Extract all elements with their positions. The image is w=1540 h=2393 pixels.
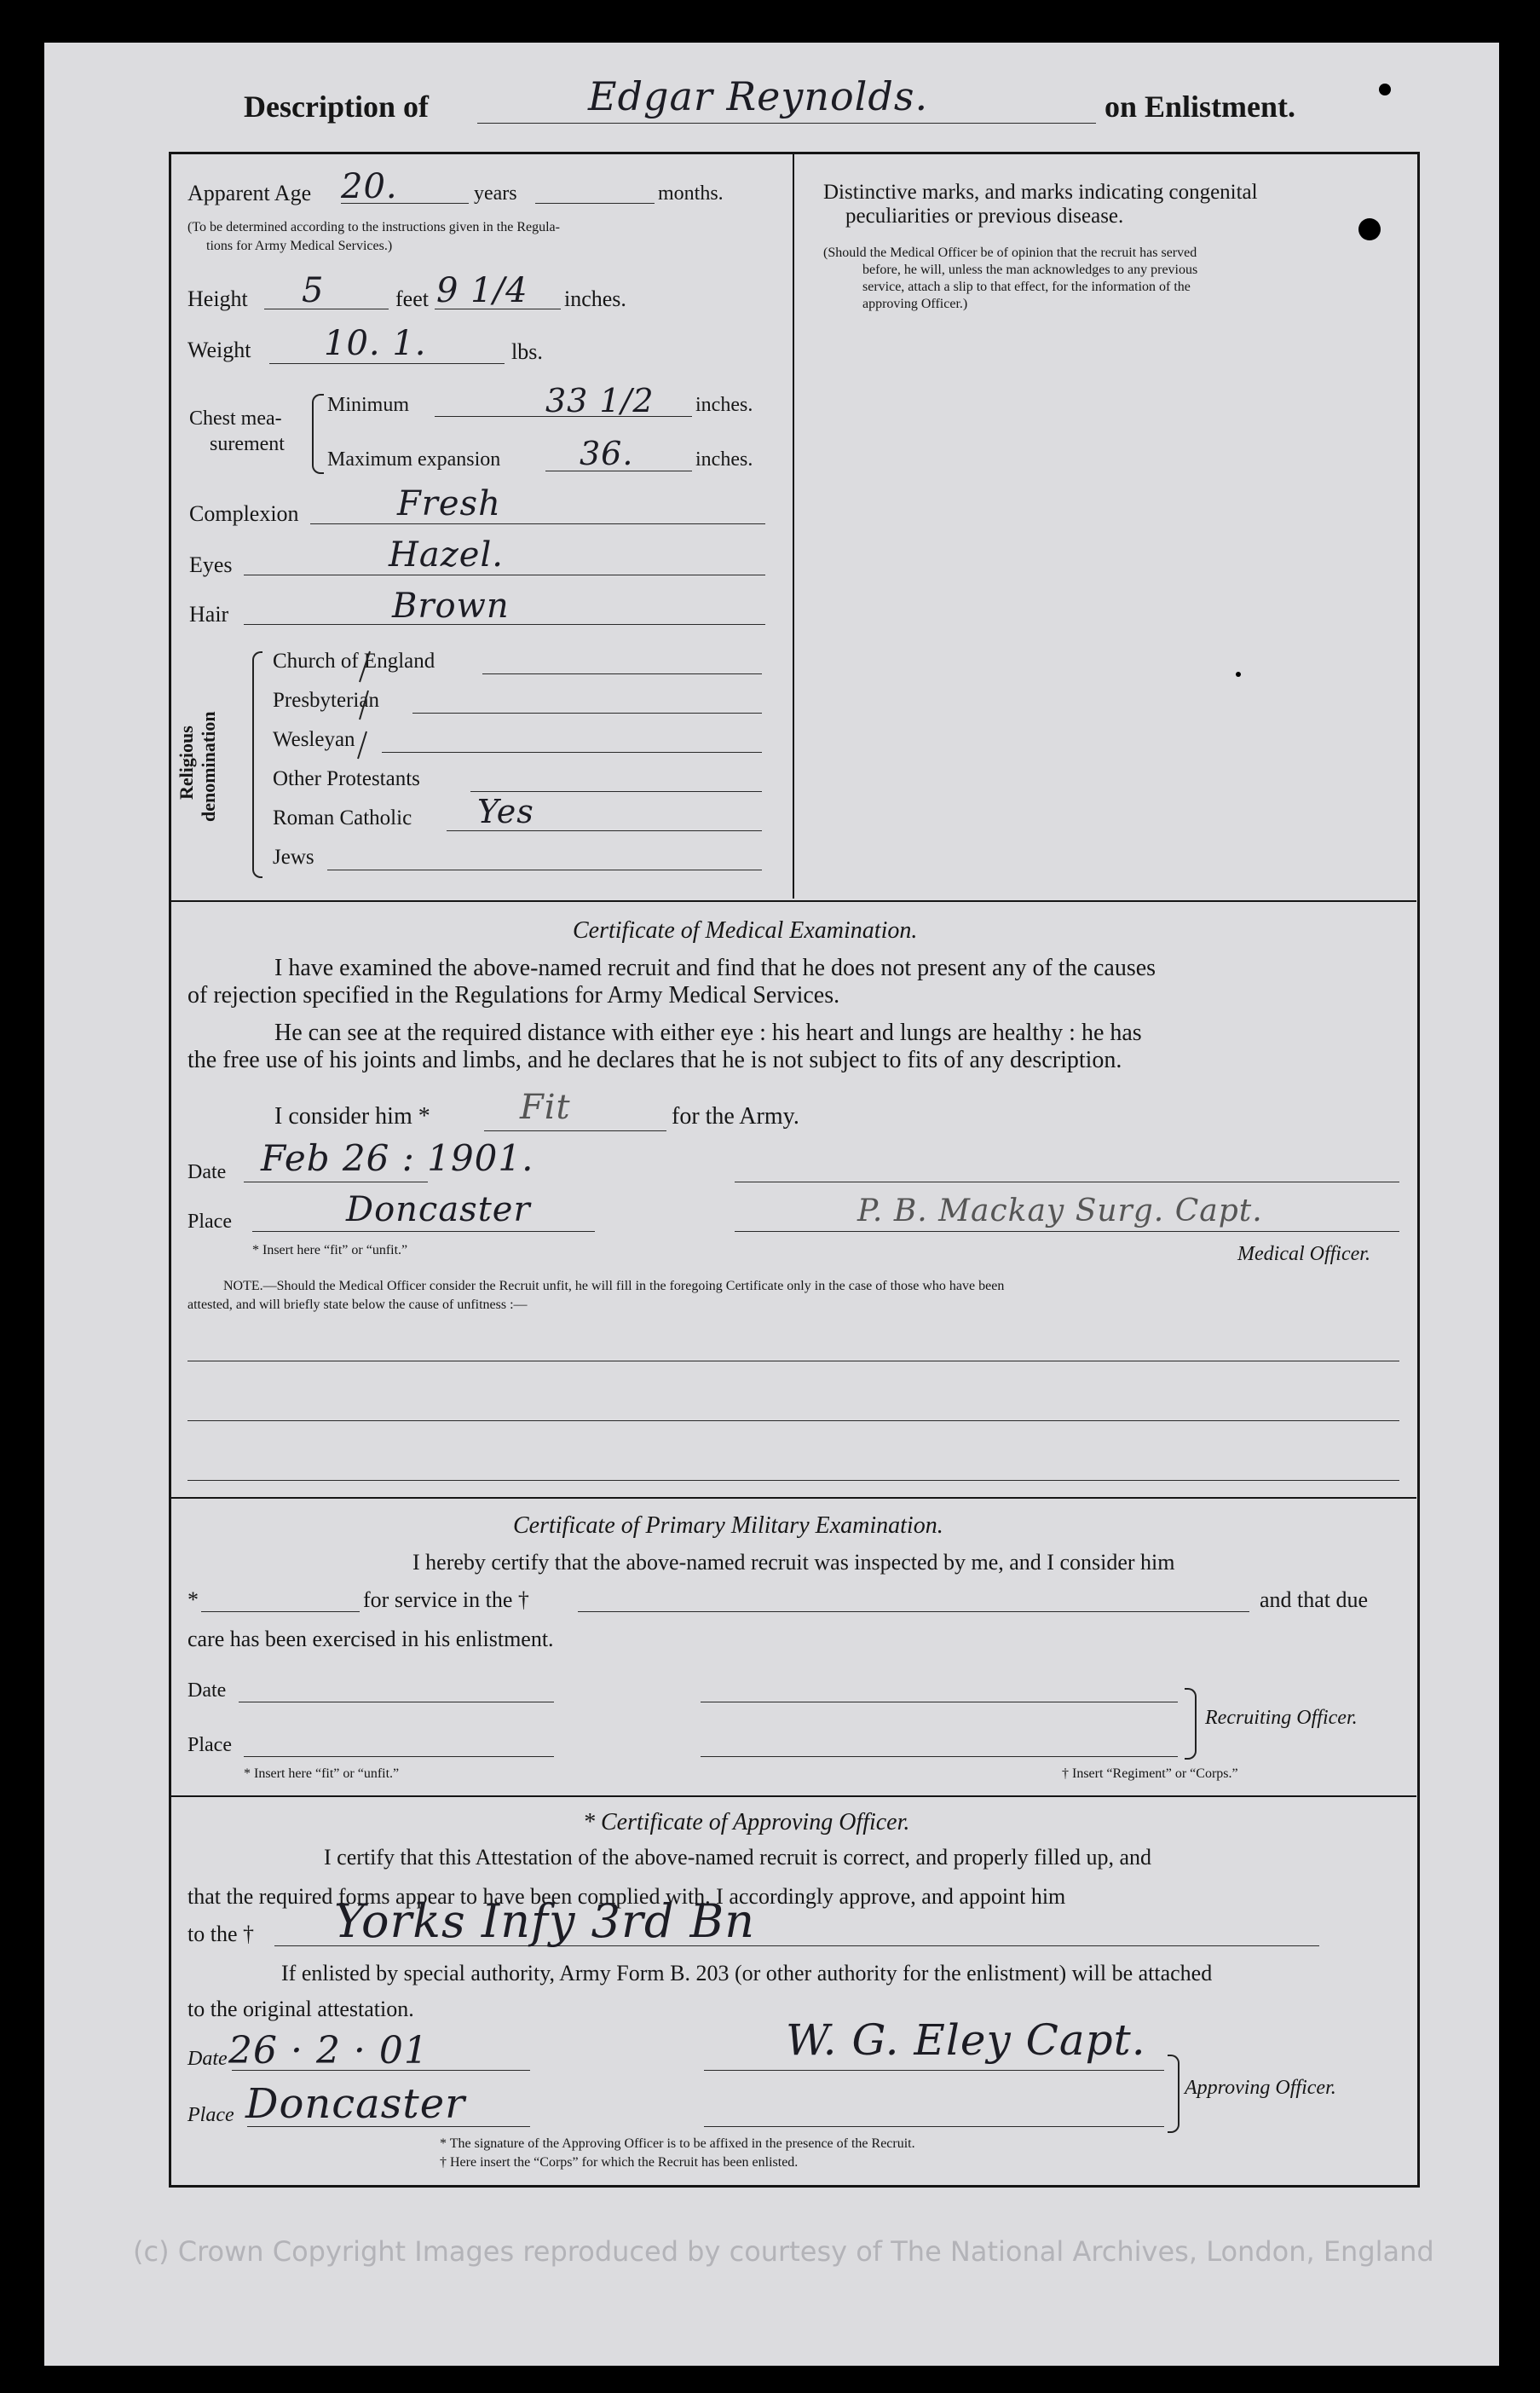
religion-line-5 <box>447 830 762 831</box>
military-place-label: Place <box>187 1734 232 1756</box>
military-place-line <box>244 1756 554 1757</box>
approving-officer-label: Approving Officer. <box>1185 2077 1336 2099</box>
chest-brace <box>312 394 324 474</box>
approving-place-value: Doncaster <box>245 2080 466 2128</box>
approving-date-value: 26 · 2 · 01 <box>228 2029 429 2072</box>
approving-line5: to the original attestation. <box>187 1997 414 2021</box>
religion-jews: Jews <box>273 846 314 869</box>
military-and-that: and that due <box>1260 1587 1369 1612</box>
name-line <box>477 123 1096 124</box>
chest-label-1: Chest mea- <box>189 408 282 430</box>
medical-note-line1: NOTE.—Should the Medical Officer consider the Recruit unfit, he will fill in the foregoing Certificate only in the case of those who have been <box>223 1279 1005 1293</box>
approving-signature-line <box>704 2070 1164 2071</box>
approving-place-label: Place <box>187 2104 234 2126</box>
complexion-value: Fresh <box>397 484 501 523</box>
religion-label-1: Religious <box>176 725 197 800</box>
military-star: * <box>187 1587 199 1612</box>
weight-value: 10. 1. <box>324 324 427 363</box>
religion-other-protestants: Other Protestants <box>273 767 420 790</box>
medical-place-label: Place <box>187 1211 232 1233</box>
approving-corps-value: Yorks Infy 3rd Bn <box>334 1894 756 1948</box>
medical-insert-note: * Insert here “fit” or “unfit.” <box>252 1243 408 1257</box>
recruiting-brace <box>1185 1688 1197 1760</box>
military-corps-line <box>578 1611 1249 1612</box>
consider-value: Fit <box>520 1088 571 1127</box>
header-suffix: on Enlistment. <box>1105 90 1296 124</box>
chest-label-2: surement <box>210 433 285 455</box>
approving-signature: W. G. Eley Capt. <box>786 2015 1146 2065</box>
approving-line4: If enlisted by special authority, Army Form B. 203 (or other authority for the enlistment) will be attached <box>281 1961 1213 1985</box>
consider-suffix: for the Army. <box>672 1103 799 1130</box>
feet-label: feet <box>395 286 429 311</box>
religion-line-2 <box>412 713 762 714</box>
copyright-watermark: (c) Crown Copyright Images reproduced by courtesy of The National Archives, London, England <box>133 2235 1434 2268</box>
height-inches: 9 1/4 <box>436 271 528 310</box>
religion-line-1 <box>482 673 762 674</box>
section-divider-medical <box>170 900 1416 902</box>
distinctive-note-3: service, attach a slip to that effect, for the information of the <box>862 280 1191 294</box>
military-insert-note-2: † Insert “Regiment” or “Corps.” <box>1062 1766 1238 1781</box>
medical-officer-label: Medical Officer. <box>1237 1243 1370 1265</box>
approving-line1: I certify that this Attestation of the above-named recruit is correct, and properly filled up, and <box>324 1845 1152 1870</box>
recruit-name: Edgar Reynolds. <box>588 73 929 119</box>
religion-line-4 <box>470 791 762 792</box>
height-feet: 5 <box>302 271 325 310</box>
religion-roman-catholic: Roman Catholic <box>273 806 412 829</box>
religion-label-2: denomination <box>198 711 219 822</box>
section-divider-military <box>170 1497 1416 1499</box>
weight-label: Weight <box>187 338 251 362</box>
medical-signature: P. B. Mackay Surg. Capt. <box>857 1194 1263 1228</box>
medical-para1-line2: of rejection specified in the Regulations for Army Medical Services. <box>187 982 840 1009</box>
medical-date-label: Date <box>187 1161 227 1183</box>
age-note-1: (To be determined according to the instructions given in the Regula- <box>187 220 560 234</box>
religion-wesleyan: Wesleyan <box>273 728 355 751</box>
maximum-label: Maximum expansion <box>327 448 501 471</box>
maximum-value: 36. <box>580 435 634 472</box>
hair-value: Brown <box>392 587 510 626</box>
distinctive-note-2: before, he will, unless the man acknowledges to any previous <box>862 263 1198 277</box>
header-prefix: Description of <box>244 90 429 124</box>
chest-inches-2: inches. <box>695 448 753 471</box>
months-label: months. <box>658 182 724 205</box>
column-divider <box>793 153 794 899</box>
chest-inches-1: inches. <box>695 394 753 416</box>
medical-signature-line <box>735 1231 1399 1232</box>
years-label: years <box>474 182 517 205</box>
weight-line <box>269 363 505 364</box>
distinctive-note-1: (Should the Medical Officer be of opinion that the recruit has served <box>823 246 1197 260</box>
distinctive-title-1: Distinctive marks, and marks indicating congenital <box>823 181 1258 204</box>
religion-line-3 <box>382 752 762 753</box>
approving-signature-line-2 <box>704 2126 1164 2127</box>
height-label: Height <box>187 286 248 311</box>
distinctive-note-4: approving Officer.) <box>862 297 968 311</box>
military-line1: I hereby certify that the above-named recruit was inspected by me, and I consider him <box>412 1550 1175 1575</box>
age-note-2: tions for Army Medical Services.) <box>206 239 393 253</box>
age-value: 20. <box>341 167 398 206</box>
eyes-value: Hazel. <box>389 535 504 575</box>
complexion-line <box>310 523 765 524</box>
military-for-service: for service in the † <box>363 1587 529 1612</box>
medical-date-value: Feb 26 : 1901. <box>261 1137 534 1179</box>
unfitness-line-3 <box>187 1480 1399 1481</box>
eyes-label: Eyes <box>189 552 233 577</box>
distinctive-title-2: peculiarities or previous disease. <box>845 205 1124 228</box>
approving-title: * Certificate of Approving Officer. <box>583 1809 910 1835</box>
ink-blot <box>1358 218 1381 240</box>
roman-catholic-value: Yes <box>477 793 534 830</box>
medical-para2-line2: the free use of his joints and limbs, and he declares that he is not subject to fits of any description. <box>187 1047 1122 1073</box>
medical-para2-line1: He can see at the required distance with either eye : his heart and lungs are healthy : he has <box>274 1020 1142 1046</box>
medical-para1-line1: I have examined the above-named recruit and find that he does not present any of the causes <box>274 955 1156 981</box>
medical-place-value: Doncaster <box>346 1190 531 1229</box>
complexion-label: Complexion <box>189 501 299 526</box>
ink-spot <box>1379 84 1391 95</box>
consider-line <box>484 1130 666 1131</box>
approving-date-label: Date <box>187 2048 228 2070</box>
religion-strike-marks <box>349 648 375 895</box>
hair-label: Hair <box>189 602 229 627</box>
approving-footnote-1: * The signature of the Approving Officer is to be affixed in the presence of the Recruit. <box>440 2136 915 2151</box>
lbs-label: lbs. <box>511 339 543 364</box>
religion-church-of-england: Church of England <box>273 650 435 673</box>
recruiting-officer-label: Recruiting Officer. <box>1205 1707 1358 1729</box>
approving-to-the: to the † <box>187 1922 254 1946</box>
military-fit-line <box>201 1611 360 1612</box>
approving-brace <box>1168 2055 1180 2133</box>
age-label: Apparent Age <box>187 181 312 205</box>
religion-brace <box>252 651 262 878</box>
approving-line2: that the required forms appear to have been complied with. I accordingly approve, and appoint him <box>187 1884 1066 1909</box>
military-date-label: Date <box>187 1679 227 1702</box>
medical-note-line2: attested, and will briefly state below the cause of unfitness :— <box>187 1298 528 1312</box>
religion-presbyterian: Presbyterian <box>273 689 379 712</box>
medical-place-line <box>252 1231 595 1232</box>
consider-prefix: I consider him * <box>274 1103 430 1130</box>
medical-title: Certificate of Medical Examination. <box>573 917 918 944</box>
minimum-label: Minimum <box>327 394 410 416</box>
months-line <box>535 203 655 204</box>
minimum-value: 33 1/2 <box>545 382 655 419</box>
military-line3: care has been exercised in his enlistment. <box>187 1627 554 1651</box>
section-divider-approving <box>170 1795 1416 1797</box>
inches-label: inches. <box>564 286 626 311</box>
ink-speck <box>1236 672 1241 677</box>
military-title: Certificate of Primary Military Examination. <box>513 1512 943 1539</box>
military-signature-line-2 <box>701 1756 1178 1757</box>
approving-footnote-2: † Here insert the “Corps” for which the Recruit has been enlisted. <box>440 2155 799 2170</box>
unfitness-line-2 <box>187 1420 1399 1421</box>
military-insert-note-1: * Insert here “fit” or “unfit.” <box>244 1766 400 1781</box>
